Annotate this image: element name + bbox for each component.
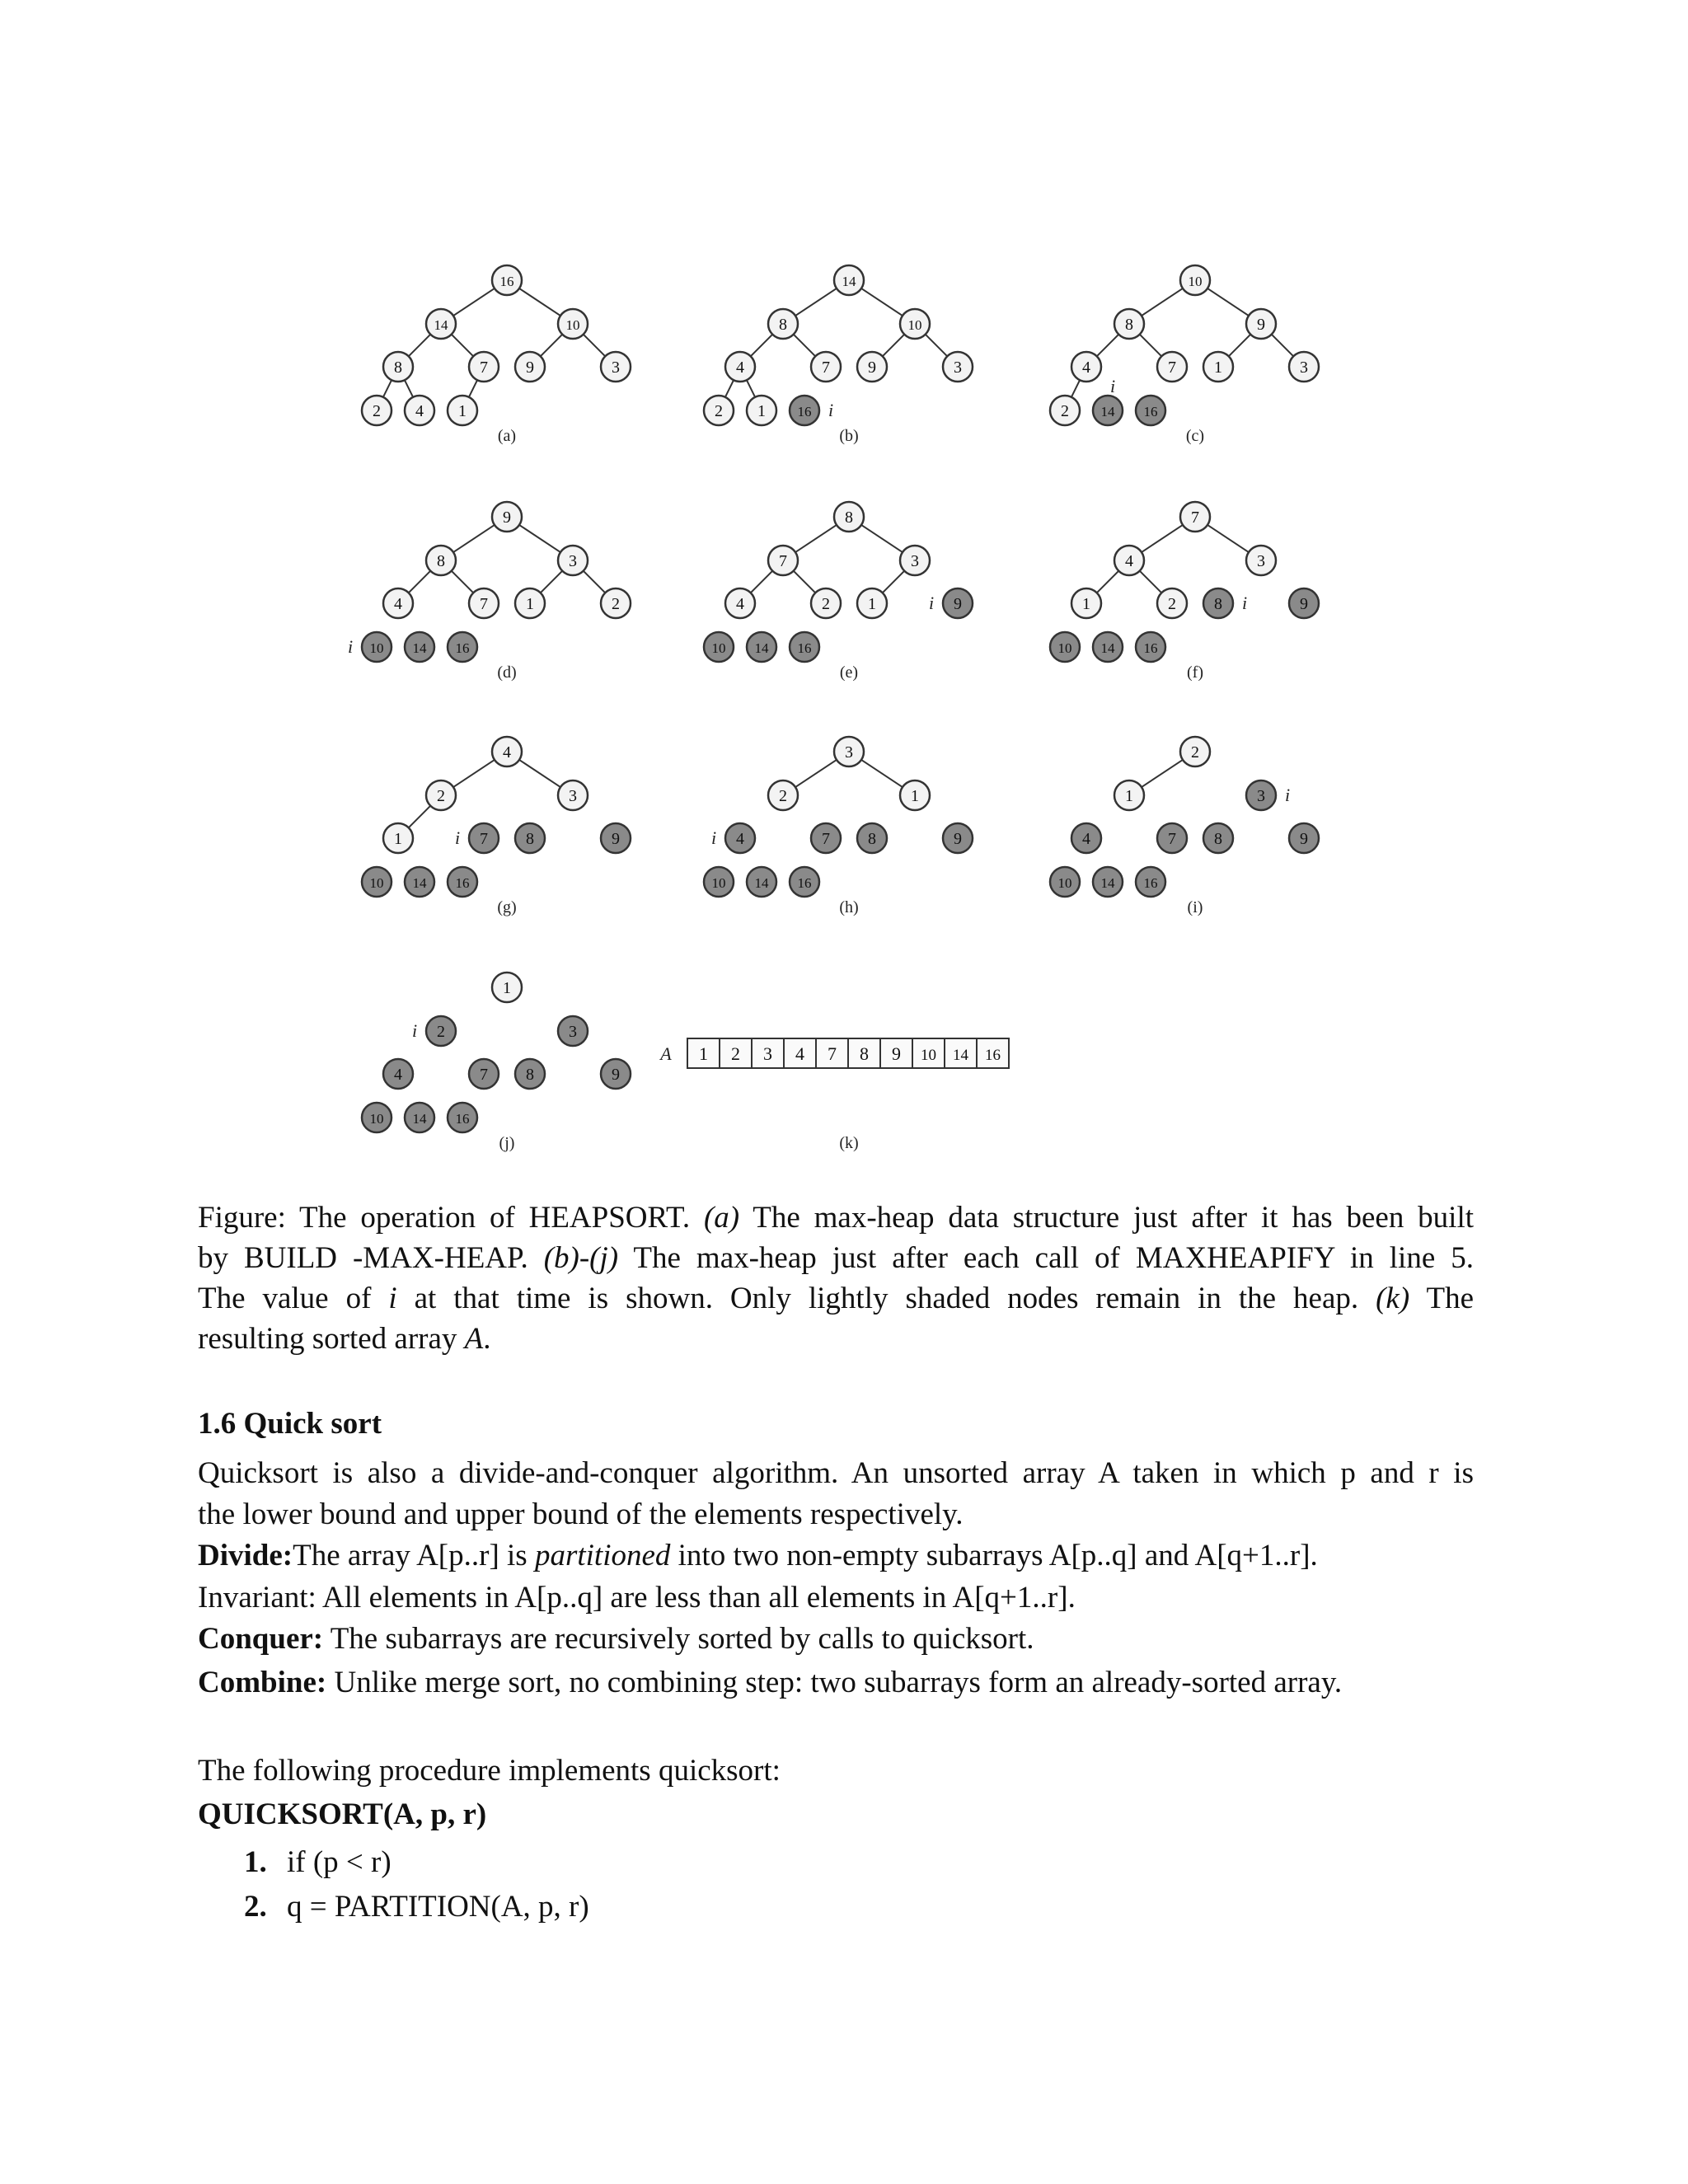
tree-edge [409,571,431,593]
tree-edge [469,380,477,397]
tree-edge [1207,288,1249,316]
tree-edge [794,571,816,593]
heap-node-value: 4 [394,595,402,613]
heap-node-value: 8 [1214,595,1222,613]
heap-node-value: 10 [711,640,726,656]
heap-node-value: 7 [480,830,488,848]
caption-italic-run: (b)-(j) [543,1241,619,1275]
heap-node-value: 7 [822,830,830,848]
heap-node-value: 3 [911,552,919,570]
heap-node-value: 10 [907,317,922,333]
panel-label: (a) [497,427,517,445]
heap-node-value: 10 [369,875,384,891]
heap-node-value: 7 [779,552,787,570]
index-i-marker: i [1109,376,1116,396]
heap-node-value: 14 [1100,640,1115,656]
array-name: A [660,1043,672,1064]
heap-node-value: 1 [868,595,876,613]
divide-text-italic: partitioned [534,1539,671,1572]
tree-edge [584,335,606,357]
heap-node-value: 4 [1125,552,1133,570]
heap-node-value: 4 [1082,359,1090,377]
heap-node-value: 8 [1214,830,1222,848]
heap-node-value: 4 [394,1066,402,1084]
tree-edge [453,288,495,316]
tree-edge [751,335,773,357]
panel-label: (f) [1187,663,1203,682]
tree-edge [1207,525,1249,552]
divide-text-a: The array A[p..r] is [293,1539,535,1572]
heap-node-value: 9 [1300,830,1308,848]
heap-node-value: 7 [1168,359,1176,377]
step-number: 1. [244,1845,267,1879]
heap-node-value: 9 [612,830,620,848]
array-cell-value: 10 [921,1047,936,1064]
heap-node-value: 9 [868,359,876,377]
caption-italic-run: A [464,1322,484,1356]
heap-node-value: 8 [394,359,402,377]
caption-text-run: The [1409,1282,1474,1315]
step-text: if (p < r) [287,1845,392,1879]
heap-node-value: 4 [1082,830,1090,848]
caption-text-run: by BUILD -MAX-HEAP. [198,1241,544,1275]
procedure-step-1 [244,1844,392,1880]
heap-node-value: 10 [1057,640,1072,656]
heap-node-value: 3 [954,359,962,377]
caption-text-run: . [483,1322,491,1356]
tree-edge [453,760,495,787]
heap-node-value: 7 [480,359,488,377]
conquer-text: The subarrays are recursively sorted by calls to quicksort. [323,1622,1034,1656]
heap-node-value: 10 [1057,875,1072,891]
heap-node-value: 1 [526,595,534,613]
invariant-line: Invariant: All elements in A[p..q] are less than all elements in A[q+1..r]. [198,1581,1076,1615]
tree-edge [541,571,563,593]
tree-edge [795,760,837,787]
heap-node-value: 16 [1143,875,1158,891]
tree-edge [1097,571,1119,593]
combine-label: Combine: [198,1666,327,1699]
heap-node-value: 3 [569,787,577,805]
heap-node-value: 10 [1188,274,1203,289]
tree-edge [795,288,837,316]
heap-node-value: 14 [1100,875,1115,891]
heap-node-value: 7 [1191,509,1199,527]
tree-edge [541,335,563,357]
tree-edge [1229,335,1251,357]
combine-text: Unlike merge sort, no combining step: two subarrays form an already-sorted array. [326,1666,1343,1699]
heap-node-value: 2 [779,787,787,805]
heap-node-value: 2 [822,595,830,613]
heap-node-value: 16 [1143,640,1158,656]
heap-node-value: 9 [954,830,962,848]
heap-node-value: 7 [1168,830,1176,848]
heap-node-value: 10 [369,640,384,656]
array-cell-value: 8 [860,1043,869,1064]
heap-node-value: 14 [412,1111,427,1127]
tree-edge [1142,525,1183,552]
heap-node-value: 16 [797,640,812,656]
heap-node-value: 4 [736,359,744,377]
index-i-marker: i [1284,785,1291,805]
array-cell-value: 3 [763,1043,772,1064]
step-number: 2. [244,1890,267,1924]
index-i-marker: i [411,1020,418,1041]
heap-node-value: 8 [845,509,853,527]
caption-text-run: The max-heap data structure just after it has been built [739,1201,1475,1235]
array-cell-value: 7 [828,1043,837,1064]
combine-line [198,1662,1474,1703]
panel-label: (b) [839,427,859,445]
tree-edge [405,380,413,397]
heap-node-value: 7 [480,595,488,613]
tree-edge [1140,571,1162,593]
tree-edge [1142,288,1183,316]
heap-node-value: 3 [569,552,577,570]
tree-edge [1097,335,1119,357]
array-cell-value: 16 [985,1047,1001,1064]
array-cell-value: 9 [892,1043,901,1064]
caption-text-run: resulting sorted array [198,1322,465,1356]
heap-node-value: 4 [415,402,424,420]
array-cell-value: 4 [795,1043,804,1064]
heap-node-value: 16 [499,274,514,289]
heap-node-value: 2 [612,595,620,613]
heap-node-value: 14 [412,640,427,656]
divide-text-b: into two non-empty subarrays A[p..q] and A[q+1..r]. [670,1539,1318,1572]
tree-edge [519,525,560,552]
heap-node-value: 1 [911,787,919,805]
panel-label: (j) [499,1134,515,1152]
conquer-label: Conquer: [198,1622,324,1656]
caption-text-run: at that time is shown. Only lightly shaded nodes remain in the heap. [396,1282,1376,1315]
heap-node-value: 9 [1300,595,1308,613]
tree-edge [584,571,606,593]
tree-edge [794,335,816,357]
heap-node-value: 8 [437,552,445,570]
tree-edge [795,525,837,552]
heap-node-value: 3 [1257,552,1265,570]
panel-label: (k) [839,1134,859,1152]
tree-edge [409,806,431,828]
tree-edge [519,760,560,787]
heap-node-value: 10 [711,875,726,891]
heap-node-value: 1 [1214,359,1222,377]
index-i-marker: i [347,636,354,657]
heap-node-value: 14 [1100,404,1115,419]
heap-node-value: 9 [612,1066,620,1084]
caption-italic-run: i [388,1282,397,1315]
panel-label: (e) [839,663,859,682]
heap-node-value: 9 [1257,316,1265,334]
heap-node-value: 9 [503,509,511,527]
heap-node-value: 16 [1143,404,1158,419]
heap-node-value: 8 [1125,316,1133,334]
panel-label: (c) [1185,427,1205,445]
array-cell-value: 1 [699,1043,708,1064]
procedure-step-2 [244,1889,589,1924]
heap-node-value: 2 [373,402,381,420]
heap-node-value: 4 [736,595,744,613]
tree-edge [453,525,495,552]
heap-node-value: 1 [757,402,766,420]
heap-node-value: 14 [754,640,769,656]
tree-edge [883,335,905,357]
heap-node-value: 14 [434,317,448,333]
heap-node-value: 10 [369,1111,384,1127]
procedure-intro: The following procedure implements quicksort: [198,1754,781,1788]
section-heading: 1.6 Quick sort [198,1407,382,1441]
tree-edge [409,335,431,357]
index-i-marker: i [454,827,461,848]
panel-label: (g) [497,898,517,916]
tree-edge [519,288,560,316]
tree-edge [883,571,905,593]
tree-edge [747,380,755,397]
divide-label: Divide: [198,1539,293,1572]
heap-node-value: 8 [526,830,534,848]
tree-edge [452,571,474,593]
tree-edge [452,335,474,357]
heap-node-value: 3 [569,1023,577,1041]
heap-node-value: 1 [1125,787,1133,805]
conquer-line [198,1619,1474,1659]
heap-node-value: 14 [842,274,856,289]
tree-edge [1272,335,1294,357]
heap-node-value: 16 [455,875,470,891]
tree-edge [861,525,903,552]
caption-line-3 [198,1278,1474,1319]
heap-node-value: 1 [1082,595,1090,613]
divide-line [198,1535,1474,1576]
index-i-marker: i [828,400,834,420]
caption-line-2 [198,1238,1474,1278]
panel-label: (h) [839,898,859,916]
index-i-marker: i [710,827,717,848]
caption-line-4 [198,1319,1474,1359]
heap-node-value: 4 [503,743,511,762]
heap-node-value: 3 [845,743,853,762]
tree-edge [1071,380,1080,397]
intro-line-2: the lower bound and upper bound of the elements respectively. [198,1497,964,1531]
tree-edge [383,380,392,397]
tree-edge [926,335,948,357]
heap-node-value: 14 [412,875,427,891]
array-cell-value: 2 [731,1043,740,1064]
heap-node-value: 1 [458,402,467,420]
heap-node-value: 9 [954,595,962,613]
tree-edge [861,760,903,787]
heap-node-value: 16 [797,404,812,419]
tree-edge [861,288,903,316]
heap-node-value: 2 [437,1023,445,1041]
intro-line-1: Quicksort is also a divide-and-conquer algorithm. An unsorted array A taken in which p and r is [198,1456,1474,1490]
caption-text-run: Figure: The operation of HEAPSORT. [198,1201,704,1235]
heap-node-value: 3 [1300,359,1308,377]
caption-line-1 [198,1197,1474,1238]
caption-text-run: The value of [198,1282,389,1315]
heap-node-value: 3 [1257,787,1265,805]
array-cell-value: 14 [953,1047,968,1064]
heap-node-value: 9 [526,359,534,377]
caption-italic-run: (a) [703,1201,740,1235]
heap-node-value: 1 [394,830,402,848]
step-text: q = PARTITION(A, p, r) [287,1890,589,1924]
heap-node-value: 3 [612,359,620,377]
heap-node-value: 7 [822,359,830,377]
heap-node-value: 8 [779,316,787,334]
procedure-title: QUICKSORT(A, p, r) [198,1797,487,1831]
heap-node-value: 2 [1061,402,1069,420]
index-i-marker: i [928,593,935,613]
heap-node-value: 2 [1168,595,1176,613]
tree-edge [751,571,773,593]
tree-edge [1140,335,1162,357]
heap-node-value: 14 [754,875,769,891]
heap-node-value: 16 [455,640,470,656]
caption-italic-run: (k) [1376,1282,1410,1315]
heap-node-value: 7 [480,1066,488,1084]
panel-label: (i) [1187,898,1203,916]
heap-node-value: 16 [797,875,812,891]
panel-label: (d) [497,663,517,682]
heap-node-value: 4 [736,830,744,848]
index-i-marker: i [1241,593,1248,613]
heap-node-value: 8 [868,830,876,848]
heap-node-value: 16 [455,1111,470,1127]
heap-node-value: 10 [565,317,580,333]
heap-node-value: 8 [526,1066,534,1084]
heap-node-value: 1 [503,979,511,997]
tree-edge [725,380,734,397]
heap-node-value: 2 [1191,743,1199,762]
tree-edge [1142,760,1183,787]
heap-node-value: 2 [437,787,445,805]
caption-text-run: The max-heap just after each call of MAXHEAPIFY in line 5. [618,1241,1474,1275]
heap-node-value: 2 [715,402,723,420]
